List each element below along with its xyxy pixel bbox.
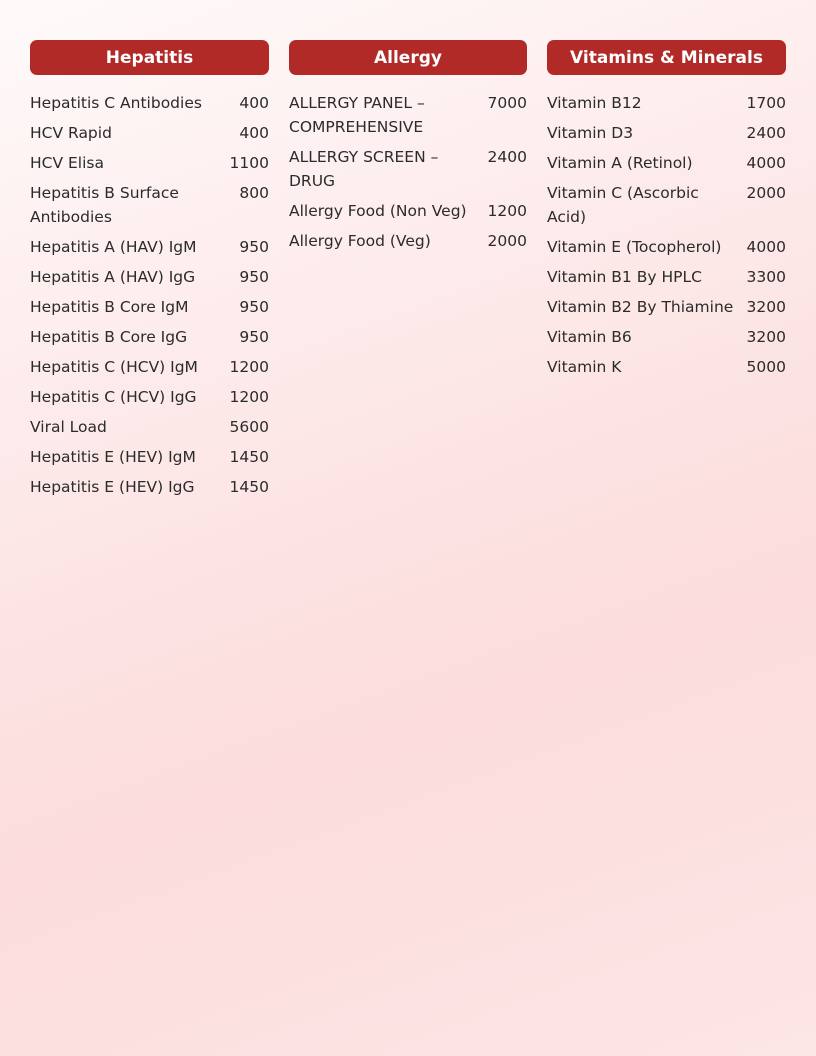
test-name: Hepatitis B Surface Antibodies [30,184,179,226]
test-price: 4000 [746,154,786,172]
test-price: 3200 [746,328,786,346]
test-row [289,199,527,223]
test-price: 1200 [229,358,269,376]
test-row [289,91,527,139]
test-price: 2000 [487,232,527,250]
hepatitis-section [30,40,269,505]
test-row [30,385,269,409]
test-name: HCV Rapid [30,124,112,142]
test-row [30,355,269,379]
test-row [30,415,269,439]
test-name: Vitamin D3 [547,124,634,142]
test-name: Hepatitis A (HAV) IgM [30,238,197,256]
test-name: Hepatitis A (HAV) IgG [30,268,196,286]
test-name: Vitamin B1 By HPLC [547,268,702,286]
test-name: Vitamin C (Ascorbic Acid) [547,184,699,226]
test-row [547,181,786,229]
test-row [30,265,269,289]
test-row [547,151,786,175]
test-price: 950 [239,238,269,256]
test-name: Hepatitis E (HEV) IgG [30,478,195,496]
allergy-list [289,91,527,253]
test-row [30,121,269,145]
test-price: 1200 [229,388,269,406]
test-name: Vitamin B12 [547,94,642,112]
vitamins-minerals-section [547,40,786,385]
allergy-header: Allergy [289,40,527,75]
test-row [30,325,269,349]
test-name: Hepatitis C (HCV) IgG [30,388,197,406]
test-name: Allergy Food (Non Veg) [289,202,467,220]
test-row [30,445,269,469]
test-price: 400 [239,94,269,112]
test-row [289,145,527,193]
test-name: Allergy Food (Veg) [289,232,431,250]
test-name: Hepatitis B Core IgG [30,328,188,346]
test-row [30,295,269,319]
test-price: 950 [239,268,269,286]
hepatitis-header: Hepatitis [30,40,269,75]
test-price: 2400 [746,124,786,142]
test-price: 950 [239,328,269,346]
test-price: 4000 [746,238,786,256]
test-name: Viral Load [30,418,107,436]
test-price: 7000 [487,94,527,112]
test-price: 5600 [229,418,269,436]
test-price: 1700 [746,94,786,112]
test-name: Vitamin K [547,358,622,376]
test-price: 800 [239,184,269,202]
test-name: HCV Elisa [30,154,104,172]
test-price: 1450 [229,478,269,496]
test-name: Hepatitis E (HEV) IgM [30,448,196,466]
test-price: 1450 [229,448,269,466]
test-row [547,325,786,349]
test-price: 400 [239,124,269,142]
test-name: Vitamin A (Retinol) [547,154,693,172]
test-row [547,91,786,115]
test-row [547,265,786,289]
test-price: 3200 [746,298,786,316]
test-name: Hepatitis C (HCV) IgM [30,358,198,376]
test-row [547,121,786,145]
test-row [547,295,786,319]
allergy-section [289,40,527,259]
test-name: ALLERGY PANEL – COMPREHENSIVE [289,94,425,136]
test-row [30,235,269,259]
test-row [30,181,269,229]
test-name: Vitamin B6 [547,328,632,346]
hepatitis-list [30,91,269,499]
test-row [30,151,269,175]
test-price: 1200 [487,202,527,220]
test-name: ALLERGY SCREEN – DRUG [289,148,439,190]
test-price: 5000 [746,358,786,376]
test-name: Vitamin B2 By Thiamine [547,298,734,316]
test-row [30,91,269,115]
test-price: 2000 [746,184,786,202]
test-row [30,475,269,499]
test-name: Hepatitis B Core IgM [30,298,189,316]
test-row [289,229,527,253]
test-price: 950 [239,298,269,316]
test-row [547,235,786,259]
test-row [547,355,786,379]
vitamins-minerals-list [547,91,786,379]
test-price: 1100 [229,154,269,172]
test-price: 2400 [487,148,527,166]
vitamins-minerals-header: Vitamins & Minerals [547,40,786,75]
test-price: 3300 [746,268,786,286]
test-name: Hepatitis C Antibodies [30,94,202,112]
test-name: Vitamin E (Tocopherol) [547,238,722,256]
